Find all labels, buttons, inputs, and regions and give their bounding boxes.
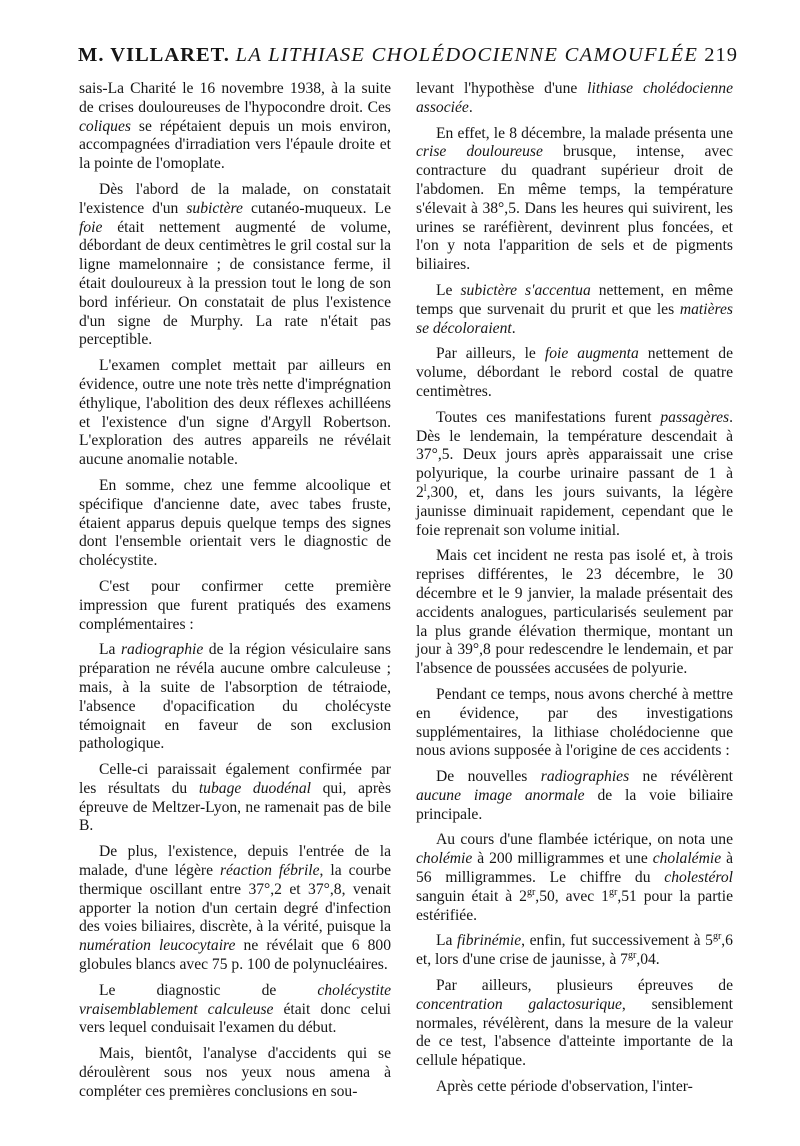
text-run: sais-La Charité le 16 novembre 1938, à la suite de crises douloureuses de l'hypocondre droit. Ces xyxy=(79,80,391,116)
italic-text: cholécystite vraisemblablement calculeuse xyxy=(79,981,391,1018)
text-run: Dès l'abord de la malade, on constatait l'existence d'un xyxy=(79,180,391,217)
italic-text: subictère s'accentua xyxy=(460,281,591,299)
italic-text: foie augmenta xyxy=(544,345,639,363)
paragraph xyxy=(416,547,733,679)
text-run: se répétaient depuis un mois environ, accompagnées d'irradiation vers l'épaule droite et la pointe de l'omoplate. xyxy=(79,117,391,173)
italic-text: aucune image anormale xyxy=(416,786,585,804)
text-run: à 56 milligrammes. Le chiffre du xyxy=(416,850,733,887)
italic-text: subictère xyxy=(186,199,243,217)
text-run: La xyxy=(436,932,458,950)
paragraph xyxy=(79,843,391,975)
text-run: Toutes ces manifestations furent xyxy=(436,408,661,426)
text-run: ,04. xyxy=(636,951,660,969)
paragraph xyxy=(79,982,391,1038)
italic-text: lithiase cholédocienne associée xyxy=(416,80,733,116)
text-run: de la région vésiculaire sans préparation ne révéla aucune ombre calculeuse ; mais, à la suite de l'absorption de tétraiode, l'absence d'opacification du cholécyste témoignait en faveur de son exclusion pathologique. xyxy=(79,641,391,753)
text-run: Le diagnostic de xyxy=(99,981,318,999)
text-run: De nouvelles xyxy=(436,768,541,786)
text-run: nettement de volume, débordant le rebord costal de quatre centimètres. xyxy=(416,345,734,400)
paragraph xyxy=(416,686,733,761)
text-run: Celle-ci paraissait également confirmée par les résultats du xyxy=(79,761,391,797)
text-run: Le xyxy=(436,281,461,299)
paragraph xyxy=(416,1078,733,1097)
text-run: nettement, en même temps que survenait du prurit et que les xyxy=(416,281,733,318)
paragraph xyxy=(416,125,733,275)
italic-text: radiographies xyxy=(540,768,630,786)
paragraph xyxy=(416,932,733,970)
text-run: La xyxy=(99,641,121,659)
text-run: ne révélait que 6 800 globules blancs avec 75 p. 100 de polynucléaires. xyxy=(79,937,391,974)
italic-text: foie xyxy=(79,218,103,236)
italic-text: crise douloureuse xyxy=(416,143,543,161)
superscript-text: gr xyxy=(608,886,618,898)
text-run: Par ailleurs, le xyxy=(436,345,545,363)
running-header xyxy=(78,44,738,74)
superscript-text: gr xyxy=(712,931,722,943)
text-run: Pendant ce temps, nous avons cherché à mettre en évidence, par des investigations supplémentaires, la lithiase cholédocienne que nous avions supposée à l'origine de ces accidents : xyxy=(416,685,733,760)
italic-text: radiographie xyxy=(120,641,204,659)
italic-text: passagères xyxy=(660,408,730,426)
text-run: qui, après épreuve de Meltzer-Lyon, ne ramenait pas de bile B. xyxy=(79,779,392,835)
text-run: C'est pour confirmer cette première impression que furent pratiqués des examens complémentaires : xyxy=(79,577,391,633)
text-run: brusque, intense, avec contracture du quadrant supérieur droit de l'abdomen. En même temps, la température s'élevait à 38°,5. Dans les heures qui suivirent, les urines se raréfièrent, devinrent plus foncées, et l'on y nota l'apparition de sels et de pigments biliaires. xyxy=(416,143,734,274)
paragraph xyxy=(416,977,733,1071)
superscript-text: gr xyxy=(526,886,536,898)
text-run: ,300, et, dans les jours suivants, la légère jaunisse diminuait rapidement, cependant que le foie reprenait son volume initial. xyxy=(416,483,733,539)
page-number: 219 xyxy=(704,44,738,66)
italic-text: coliques xyxy=(79,117,131,135)
paragraph xyxy=(79,357,391,470)
paragraph xyxy=(79,641,391,754)
text-run: Par ailleurs, plusieurs épreuves de xyxy=(436,977,733,995)
text-run: ,50, avec 1 xyxy=(535,887,609,905)
italic-text: fibrinémie xyxy=(457,932,522,950)
text-run: levant l'hypothèse d'une xyxy=(416,80,588,97)
text-run: ne révélèrent xyxy=(629,768,733,786)
header-title: LA LITHIASE CHOLÉDOCIENNE CAMOUFLÉE xyxy=(235,44,699,66)
text-run: ,51 pour la partie estérifiée. xyxy=(416,887,734,924)
text-run: L'examen complet mettait par ailleurs en évidence, outre une note très nette d'imprégnation éthylique, l'abolition des deux réflexes achilléens et l'existence d'un signe d'Argyll Robertson. L'exploration des autres appareils ne révélait aucune anomalie notable. xyxy=(79,357,391,469)
superscript-text: l xyxy=(423,482,427,494)
paragraph xyxy=(79,761,391,836)
text-run: de la voie biliaire principale. xyxy=(416,786,733,823)
italic-text: cholalémie xyxy=(652,850,722,868)
paragraph xyxy=(416,282,733,338)
italic-text: cholestérol xyxy=(664,869,733,887)
text-run: . Dès le lendemain, la température descendait à 37°,5. Deux jours après apparaissait une crise polyurique, la courbe urinaire passant de 1 à 2 xyxy=(416,408,733,501)
text-run: . xyxy=(511,319,516,337)
text-run: Au cours d'une flambée ictérique, on nota une xyxy=(436,831,733,849)
paragraph xyxy=(416,768,733,824)
text-run: Mais cet incident ne resta pas isolé et, à trois reprises différentes, le 23 décembre, le 30 décembre et le 9 janvier, la malade présentait des accidents analogues, particularisés seulement par la plus grande élévation thermique, montant un jour à 39°,8 pour redescendre le lendemain, et par l'absence de poussées accusées de polyurie. xyxy=(416,547,733,678)
paragraph xyxy=(79,80,391,174)
text-run: . xyxy=(468,98,473,116)
paragraph xyxy=(416,831,733,925)
paragraph xyxy=(416,80,733,118)
text-run: Mais, bientôt, l'analyse d'accidents qui se déroulèrent sous nos yeux nous amena à compléter ces premières conclusions en sou- xyxy=(79,1045,391,1100)
text-run: En effet, le 8 décembre, la malade présenta une xyxy=(436,124,733,142)
text-run: , sensiblement normales, révélèrent, dans la mesure de la valeur de ce test, l'absence d'atteinte importante de la cellule hépatique. xyxy=(416,995,733,1070)
header-author: M. VILLARET. xyxy=(78,44,230,66)
italic-text: matières se décoloraient xyxy=(416,300,733,337)
text-run: cutanéo-muqueux. Le xyxy=(242,199,392,217)
italic-text: cholémie xyxy=(416,850,473,868)
left-column xyxy=(79,80,391,1109)
paragraph xyxy=(79,578,391,634)
italic-text: réaction fébrile xyxy=(219,862,320,880)
superscript-text: gr xyxy=(627,950,637,962)
paragraph xyxy=(79,477,391,571)
text-run: , enfin, fut successivement à 5 xyxy=(521,932,713,950)
paragraph xyxy=(416,409,733,541)
text-run: Après cette période d'observation, l'inter- xyxy=(436,1078,693,1096)
text-run: , la courbe thermique oscillant entre 37°,2 et 37°,8, venait apporter la notion d'un certain degré d'infection des voies biliaires, discrète, à la vérité, puisque la xyxy=(79,862,391,936)
paragraph xyxy=(79,1045,391,1101)
paragraph xyxy=(416,345,733,401)
text-run: sanguin était à 2 xyxy=(416,887,527,905)
right-column xyxy=(416,80,733,1104)
text-run: De plus, l'existence, depuis l'entrée de la malade, d'une légère xyxy=(79,843,391,880)
text-run: ,6 et, lors d'une crise de jaunisse, à 7 xyxy=(416,932,733,969)
italic-text: numération leucocytaire xyxy=(79,937,236,955)
text-run: était nettement augmenté de volume, débordant de deux centimètres le gril costal sur la ligne mamelonnaire ; de consistance ferme, il était douloureux à la pression tout le long de son bord inférieur. On constatait de plus l'existence d'un signe de Murphy. La rate n'était pas perceptible. xyxy=(79,218,391,349)
italic-text: tubage duodénal xyxy=(198,779,311,797)
italic-text: concentration galactosurique xyxy=(416,995,622,1013)
paragraph xyxy=(79,181,391,350)
text-run: à 200 milligrammes et une xyxy=(472,850,653,868)
text-run: En somme, chez une femme alcoolique et spécifique d'ancienne date, avec tabes fruste, étaient apparus depuis quelque temps des signes dont l'ensemble orientait vers le diagnostic de cholécystite. xyxy=(79,476,391,570)
text-run: était donc celui vers lequel conduisait l'examen du début. xyxy=(79,1000,391,1037)
